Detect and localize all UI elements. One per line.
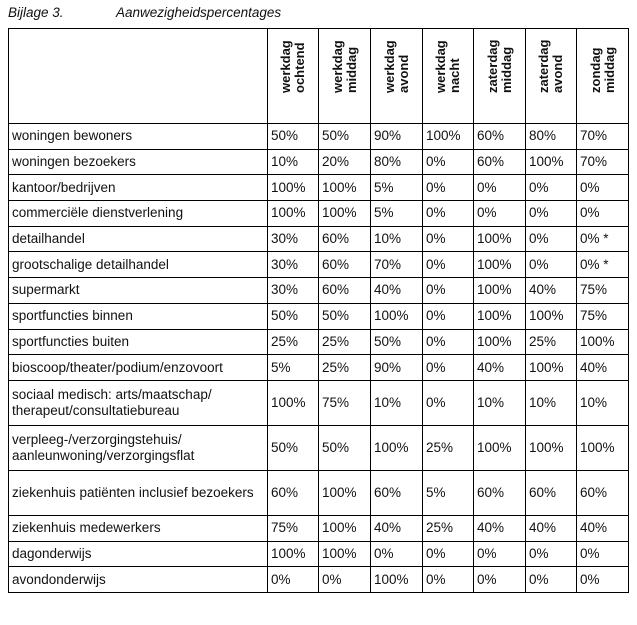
attendance-table bbox=[8, 28, 629, 593]
percentage-cell: 30% bbox=[268, 226, 319, 252]
table-row bbox=[9, 380, 629, 425]
row-label: ziekenhuis medewerkers bbox=[9, 515, 268, 541]
percentage-cell: 100% bbox=[371, 303, 423, 329]
percentage-cell: 50% bbox=[319, 303, 371, 329]
table-row bbox=[9, 355, 629, 381]
column-header-line2: middag bbox=[343, 46, 359, 93]
row-label: sociaal medisch: arts/maatschap/ therapeut/consultatiebureau bbox=[9, 380, 268, 425]
percentage-cell: 30% bbox=[268, 252, 319, 278]
percentage-cell: 100% bbox=[526, 149, 577, 175]
column-header bbox=[319, 29, 371, 124]
row-label: commerciële dienstverlening bbox=[9, 201, 268, 227]
percentage-cell: 0% bbox=[268, 567, 319, 593]
table-row bbox=[9, 470, 629, 515]
column-header-line1: werkdag bbox=[329, 40, 345, 93]
percentage-cell: 0% bbox=[371, 541, 423, 567]
percentage-cell: 0% bbox=[577, 175, 629, 201]
percentage-cell: 75% bbox=[319, 380, 371, 425]
percentage-cell: 25% bbox=[423, 515, 474, 541]
percentage-cell: 0% bbox=[423, 175, 474, 201]
percentage-cell: 50% bbox=[268, 303, 319, 329]
percentage-cell: 0% bbox=[423, 252, 474, 278]
percentage-cell: 30% bbox=[268, 278, 319, 304]
column-header-line1: werkdag bbox=[381, 40, 397, 93]
percentage-cell: 100% bbox=[474, 303, 526, 329]
column-header-line1: zondag bbox=[587, 47, 603, 93]
row-label: kantoor/bedrijven bbox=[9, 175, 268, 201]
percentage-cell: 50% bbox=[371, 329, 423, 355]
percentage-cell: 80% bbox=[371, 149, 423, 175]
percentage-cell: 100% bbox=[371, 425, 423, 470]
percentage-cell: 70% bbox=[577, 149, 629, 175]
caption bbox=[8, 2, 282, 24]
table-row bbox=[9, 541, 629, 567]
percentage-cell: 50% bbox=[319, 124, 371, 150]
percentage-cell: 100% bbox=[526, 355, 577, 381]
percentage-cell: 50% bbox=[319, 425, 371, 470]
column-header-line2: middag bbox=[498, 46, 514, 93]
percentage-cell: 0% bbox=[526, 175, 577, 201]
row-label: avondonderwijs bbox=[9, 567, 268, 593]
percentage-cell: 100% bbox=[371, 567, 423, 593]
header-row bbox=[9, 29, 629, 124]
column-header bbox=[371, 29, 423, 124]
percentage-cell: 40% bbox=[371, 515, 423, 541]
percentage-cell: 5% bbox=[371, 201, 423, 227]
column-header-line2: ochtend bbox=[292, 42, 307, 93]
percentage-cell: 0% bbox=[423, 278, 474, 304]
row-label: detailhandel bbox=[9, 226, 268, 252]
percentage-cell: 0% bbox=[474, 541, 526, 567]
percentage-cell: 40% bbox=[371, 278, 423, 304]
table-body bbox=[9, 124, 629, 593]
percentage-cell: 60% bbox=[371, 470, 423, 515]
percentage-cell: 0% bbox=[526, 226, 577, 252]
column-header-line1: werkdag bbox=[278, 40, 293, 93]
percentage-cell: 75% bbox=[577, 278, 629, 304]
table-row bbox=[9, 226, 629, 252]
percentage-cell: 10% bbox=[577, 380, 629, 425]
percentage-cell: 0% bbox=[423, 567, 474, 593]
percentage-cell: 0% bbox=[577, 541, 629, 567]
percentage-cell: 60% bbox=[474, 470, 526, 515]
table-row bbox=[9, 303, 629, 329]
percentage-cell: 0% bbox=[423, 541, 474, 567]
percentage-cell: 100% bbox=[319, 541, 371, 567]
percentage-cell: 0% bbox=[474, 567, 526, 593]
column-header bbox=[526, 29, 577, 124]
percentage-cell: 0% bbox=[526, 567, 577, 593]
percentage-cell: 60% bbox=[319, 278, 371, 304]
percentage-cell: 0% bbox=[577, 567, 629, 593]
percentage-cell: 0% * bbox=[577, 226, 629, 252]
percentage-cell: 100% bbox=[474, 252, 526, 278]
percentage-cell: 100% bbox=[474, 226, 526, 252]
column-header bbox=[577, 29, 629, 124]
percentage-cell: 25% bbox=[526, 329, 577, 355]
percentage-cell: 90% bbox=[371, 355, 423, 381]
column-header bbox=[268, 29, 319, 124]
header-corner-cell bbox=[9, 29, 268, 124]
column-header bbox=[423, 29, 474, 124]
percentage-cell: 25% bbox=[319, 329, 371, 355]
percentage-cell: 70% bbox=[577, 124, 629, 150]
table-row bbox=[9, 201, 629, 227]
percentage-cell: 0% bbox=[423, 355, 474, 381]
percentage-cell: 100% bbox=[526, 425, 577, 470]
table-row bbox=[9, 175, 629, 201]
percentage-cell: 25% bbox=[268, 329, 319, 355]
percentage-cell: 90% bbox=[371, 124, 423, 150]
row-label: dagonderwijs bbox=[9, 541, 268, 567]
table-row bbox=[9, 567, 629, 593]
percentage-cell: 100% bbox=[319, 175, 371, 201]
percentage-cell: 75% bbox=[268, 515, 319, 541]
percentage-cell: 100% bbox=[474, 278, 526, 304]
percentage-cell: 100% bbox=[474, 425, 526, 470]
table-row bbox=[9, 252, 629, 278]
percentage-cell: 10% bbox=[474, 380, 526, 425]
column-header-line2: middag bbox=[601, 46, 617, 93]
percentage-cell: 70% bbox=[371, 252, 423, 278]
percentage-cell: 10% bbox=[371, 380, 423, 425]
percentage-cell: 100% bbox=[319, 201, 371, 227]
percentage-cell: 10% bbox=[371, 226, 423, 252]
table-row bbox=[9, 124, 629, 150]
percentage-cell: 100% bbox=[577, 425, 629, 470]
column-header-line2: nacht bbox=[447, 58, 462, 93]
percentage-cell: 0% bbox=[423, 201, 474, 227]
percentage-cell: 5% bbox=[371, 175, 423, 201]
percentage-cell: 25% bbox=[319, 355, 371, 381]
percentage-cell: 20% bbox=[319, 149, 371, 175]
percentage-cell: 100% bbox=[268, 201, 319, 227]
percentage-cell: 60% bbox=[268, 470, 319, 515]
percentage-cell: 100% bbox=[474, 329, 526, 355]
row-label: supermarkt bbox=[9, 278, 268, 304]
column-header-line1: zaterdag bbox=[536, 39, 551, 93]
row-label: bioscoop/theater/podium/enzovoort bbox=[9, 355, 268, 381]
percentage-cell: 0% bbox=[474, 201, 526, 227]
percentage-cell: 0% bbox=[526, 201, 577, 227]
percentage-cell: 0% bbox=[423, 303, 474, 329]
percentage-cell: 60% bbox=[474, 124, 526, 150]
percentage-cell: 100% bbox=[319, 515, 371, 541]
percentage-cell: 10% bbox=[268, 149, 319, 175]
table-row bbox=[9, 149, 629, 175]
table-row bbox=[9, 329, 629, 355]
percentage-cell: 0% bbox=[474, 175, 526, 201]
percentage-cell: 60% bbox=[474, 149, 526, 175]
percentage-cell: 5% bbox=[423, 470, 474, 515]
percentage-cell: 60% bbox=[319, 226, 371, 252]
percentage-cell: 40% bbox=[577, 355, 629, 381]
percentage-cell: 40% bbox=[474, 515, 526, 541]
table-row bbox=[9, 515, 629, 541]
table-row bbox=[9, 425, 629, 470]
column-header-line1: zaterdag bbox=[484, 39, 500, 93]
row-label: grootschalige detailhandel bbox=[9, 252, 268, 278]
percentage-cell: 0% bbox=[423, 329, 474, 355]
percentage-cell: 0% bbox=[423, 380, 474, 425]
percentage-cell: 0% bbox=[526, 541, 577, 567]
percentage-cell: 5% bbox=[268, 355, 319, 381]
percentage-cell: 40% bbox=[577, 515, 629, 541]
row-label: verpleeg-/verzorgingstehuis/ aanleunwoning/verzorgingsflat bbox=[9, 425, 268, 470]
percentage-cell: 100% bbox=[423, 124, 474, 150]
percentage-cell: 80% bbox=[526, 124, 577, 150]
percentage-cell: 0% bbox=[577, 201, 629, 227]
percentage-cell: 100% bbox=[577, 329, 629, 355]
percentage-cell: 100% bbox=[268, 541, 319, 567]
percentage-cell: 10% bbox=[526, 380, 577, 425]
row-label: woningen bewoners bbox=[9, 124, 268, 150]
percentage-cell: 60% bbox=[577, 470, 629, 515]
caption-label: Bijlage 3. bbox=[8, 5, 64, 20]
percentage-cell: 0% bbox=[526, 252, 577, 278]
row-label: woningen bezoekers bbox=[9, 149, 268, 175]
percentage-cell: 0% * bbox=[577, 252, 629, 278]
column-header-line2: avond bbox=[550, 54, 565, 93]
percentage-cell: 60% bbox=[319, 252, 371, 278]
percentage-cell: 0% bbox=[423, 226, 474, 252]
percentage-cell: 50% bbox=[268, 425, 319, 470]
percentage-cell: 60% bbox=[526, 470, 577, 515]
percentage-cell: 50% bbox=[268, 124, 319, 150]
row-label: ziekenhuis patiënten inclusief bezoekers bbox=[9, 470, 268, 515]
column-header-line1: werkdag bbox=[433, 40, 448, 93]
column-header bbox=[474, 29, 526, 124]
caption-title: Aanwezigheidspercentages bbox=[116, 5, 282, 20]
row-label: sportfuncties binnen bbox=[9, 303, 268, 329]
percentage-cell: 0% bbox=[319, 567, 371, 593]
percentage-cell: 25% bbox=[423, 425, 474, 470]
percentage-cell: 100% bbox=[319, 470, 371, 515]
percentage-cell: 75% bbox=[577, 303, 629, 329]
percentage-cell: 100% bbox=[268, 175, 319, 201]
column-header-line2: avond bbox=[395, 54, 411, 93]
row-label: sportfuncties buiten bbox=[9, 329, 268, 355]
percentage-cell: 40% bbox=[526, 515, 577, 541]
table-row bbox=[9, 278, 629, 304]
percentage-cell: 40% bbox=[526, 278, 577, 304]
percentage-cell: 100% bbox=[268, 380, 319, 425]
percentage-cell: 100% bbox=[526, 303, 577, 329]
percentage-cell: 0% bbox=[423, 149, 474, 175]
percentage-cell: 40% bbox=[474, 355, 526, 381]
